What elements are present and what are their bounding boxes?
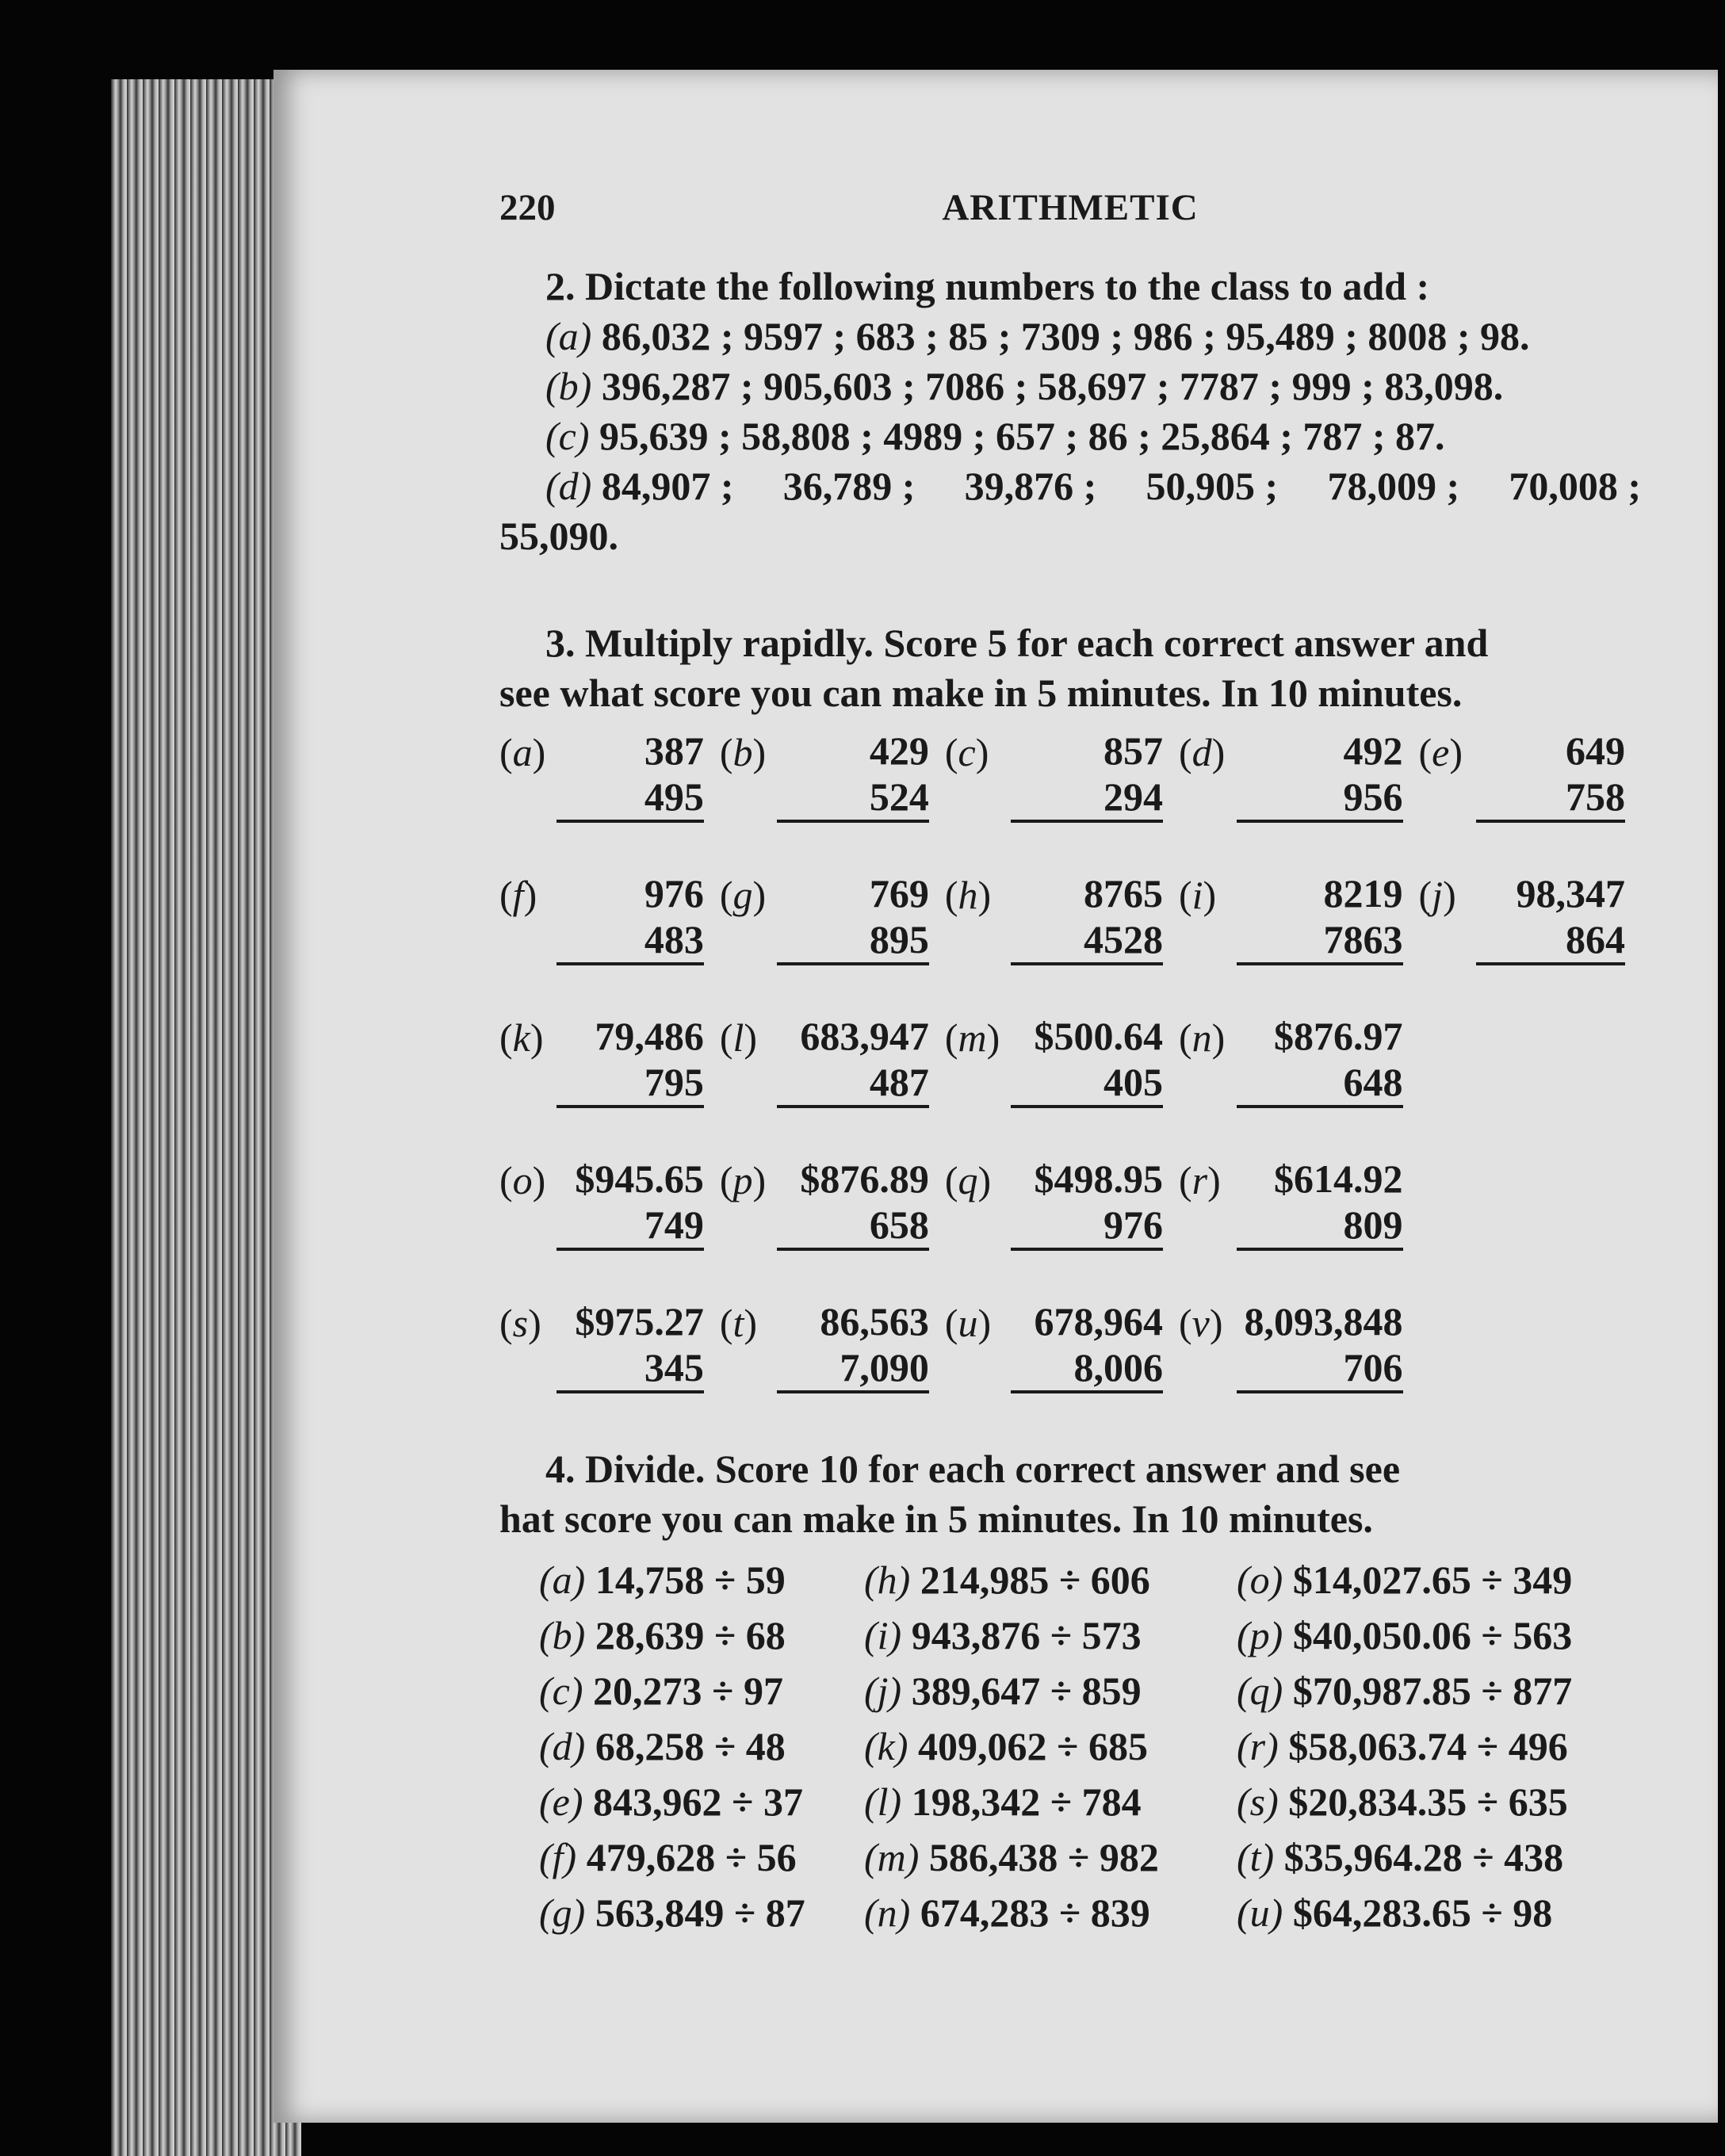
paren: ( (499, 873, 513, 917)
problem-expression: 409,062 ÷ 685 (918, 1724, 1148, 1768)
paren: ) (752, 1158, 767, 1202)
problem-expression: $58,063.74 ÷ 496 (1288, 1724, 1568, 1768)
multiplier (557, 1059, 720, 1108)
label-letter: i (1191, 873, 1203, 917)
multiplier (1237, 1344, 1418, 1393)
label-letter: m (958, 1015, 987, 1060)
multiplier-value: 976 (1011, 1202, 1163, 1251)
label-letter: k (512, 1015, 530, 1060)
multiplicand: $876.89 (800, 1156, 929, 1201)
multiplier (777, 1202, 945, 1251)
label-letter: a (512, 730, 533, 774)
problem-label: (j) (864, 1669, 902, 1713)
row-spacer (499, 965, 1641, 1013)
exercise-prompt: Divide. Score 10 for each correct answer and see (585, 1447, 1401, 1491)
problem-label (1179, 1298, 1237, 1393)
item-label: (b) (545, 364, 592, 408)
label-letter: e (1432, 730, 1450, 774)
problem-expression: 14,758 ÷ 59 (595, 1558, 786, 1602)
paren: ) (744, 1015, 758, 1060)
multiplier-value: 4528 (1011, 916, 1163, 965)
item-d-number: 39,876 ; (964, 464, 1097, 508)
multiplier (1011, 1202, 1179, 1251)
multiplicand: 678,964 (1034, 1299, 1163, 1344)
paren: ( (719, 730, 733, 774)
multiplicand: 387 (644, 728, 704, 773)
item-d-number: 70,008 ; (1509, 464, 1641, 508)
problem-row (499, 1344, 1641, 1393)
multiplicand: 429 (869, 728, 929, 773)
division-problem (864, 1552, 1237, 1607)
multiplier-value: 749 (557, 1202, 704, 1251)
label-letter: d (1191, 730, 1212, 774)
item-d-tail: 55,090. (499, 514, 618, 558)
problem-label: (g) (539, 1890, 586, 1935)
problem-expression: 674,283 ÷ 839 (920, 1890, 1150, 1935)
exercise-2-item-d (499, 461, 1641, 511)
multiplicand: 98,347 (1516, 871, 1625, 916)
multiplication-problems (499, 728, 1641, 1393)
paren: ( (944, 1158, 958, 1202)
multiplicand: 649 (1566, 728, 1625, 773)
multiplicand: 683,947 (800, 1014, 929, 1058)
exercise-3 (499, 618, 1641, 1393)
division-problem (864, 1829, 1237, 1885)
problem-label: (h) (864, 1558, 911, 1602)
label-letter: p (732, 1158, 753, 1202)
problem-label: (b) (539, 1613, 586, 1657)
exercise-4-prompt (499, 1444, 1641, 1494)
multiplier (557, 1202, 720, 1251)
label-letter: n (1191, 1015, 1212, 1060)
multiplier (777, 1059, 945, 1108)
problem-label (499, 1298, 557, 1393)
paren: ( (499, 1301, 513, 1345)
multiplier-value: 7863 (1237, 916, 1402, 965)
problem-expression: 563,849 ÷ 87 (595, 1890, 805, 1935)
problem-label: (a) (539, 1558, 586, 1602)
problem-label: (r) (1237, 1724, 1279, 1768)
exercise-2-prompt (499, 262, 1641, 312)
item-text: 396,287 ; 905,603 ; 7086 ; 58,697 ; 7787 ; 999 ; 83,098. (601, 364, 1504, 408)
problem-label (720, 870, 777, 965)
paren: ) (528, 1301, 541, 1345)
paren: ( (1178, 1301, 1192, 1345)
problem-expression: 843,962 ÷ 37 (593, 1779, 803, 1824)
multiplicand: 79,486 (595, 1014, 704, 1058)
paren: ( (1418, 873, 1432, 917)
problem-label: (n) (864, 1890, 911, 1935)
paren: ) (744, 1301, 758, 1345)
division-problem (1237, 1718, 1617, 1774)
multiplicand: $945.65 (575, 1156, 704, 1201)
exercise-2-item-a (499, 312, 1641, 361)
division-problem (864, 1663, 1237, 1718)
multiplier-value: 7,090 (777, 1344, 929, 1393)
item-d-number: 78,009 ; (1327, 464, 1460, 508)
problem-row (499, 870, 1641, 916)
multiplicand: 857 (1103, 728, 1163, 773)
multiplier-value: 864 (1476, 916, 1625, 965)
division-problem (864, 1885, 1237, 1940)
exercise-2-item-c (499, 411, 1641, 461)
running-title: ARITHMETIC (942, 187, 1199, 228)
problem-label: (l) (864, 1779, 902, 1824)
paren: ( (719, 1015, 733, 1060)
paren: ( (1418, 730, 1432, 774)
multiplicand: 8765 (1083, 871, 1163, 916)
multiplier-value: 487 (777, 1059, 929, 1108)
problem-label (720, 728, 777, 823)
division-problem (864, 1607, 1237, 1663)
label-letter: h (958, 873, 978, 917)
problem-expression: $64,283.65 ÷ 98 (1292, 1890, 1553, 1935)
label-letter: c (958, 730, 976, 774)
label-letter: v (1191, 1301, 1210, 1345)
item-label: (a) (545, 314, 592, 358)
division-problem (539, 1829, 864, 1885)
multiplier (557, 916, 720, 965)
paren: ) (530, 1015, 544, 1060)
exercise-number: 4. (545, 1447, 576, 1491)
paren: ) (1211, 1015, 1226, 1060)
item-text: 95,639 ; 58,808 ; 4989 ; 657 ; 86 ; 25,864 ; 787 ; 87. (599, 414, 1445, 458)
multiplicand: $975.27 (575, 1299, 704, 1344)
problem-expression: 20,273 ÷ 97 (593, 1669, 783, 1713)
exercise-2 (499, 262, 1641, 561)
problem-label: (s) (1237, 1779, 1279, 1824)
multiplicand: $614.92 (1274, 1156, 1403, 1201)
row-spacer (499, 1251, 1641, 1298)
problem-label: (p) (1237, 1613, 1283, 1657)
exercise-4 (499, 1444, 1641, 1940)
multiplier (1237, 1202, 1418, 1251)
multiplier (777, 774, 945, 823)
problem-label (1419, 728, 1476, 823)
problem-label (1179, 1013, 1237, 1108)
paren: ) (1443, 873, 1456, 917)
problem-expression: $40,050.06 ÷ 563 (1292, 1613, 1573, 1657)
paren: ) (1211, 730, 1226, 774)
row-spacer (499, 1108, 1641, 1156)
multiplicand: 86,563 (820, 1299, 929, 1344)
multiplicand: $498.95 (1034, 1156, 1163, 1201)
problem-expression: 28,639 ÷ 68 (595, 1613, 786, 1657)
division-problem (539, 1663, 864, 1718)
problem-label: (o) (1237, 1558, 1283, 1602)
problem-label (945, 1298, 1011, 1393)
problem-expression: 479,628 ÷ 56 (586, 1835, 797, 1879)
paren: ( (1178, 1015, 1192, 1060)
problem-expression: $14,027.65 ÷ 349 (1292, 1558, 1573, 1602)
paren: ( (499, 1015, 513, 1060)
problem-expression: 943,876 ÷ 573 (911, 1613, 1142, 1657)
label-letter: o (512, 1158, 533, 1202)
multiplicand: 976 (644, 871, 704, 916)
problem-row (499, 1298, 1641, 1344)
label-letter: q (958, 1158, 978, 1202)
multiplier (557, 774, 720, 823)
multiplicand: $876.97 (1274, 1014, 1403, 1058)
multiplier-value: 658 (777, 1202, 929, 1251)
problem-expression: 198,342 ÷ 784 (911, 1779, 1142, 1824)
problem-label (1179, 728, 1237, 823)
label-letter: r (1191, 1158, 1208, 1202)
multiplier-value: 706 (1237, 1344, 1402, 1393)
paren: ( (1178, 1158, 1192, 1202)
paren: ( (1178, 873, 1192, 917)
label-letter: b (732, 730, 753, 774)
label-letter: j (1432, 873, 1444, 917)
item-text: 86,032 ; 9597 ; 683 ; 85 ; 7309 ; 986 ; 95,489 ; 8008 ; 98. (601, 314, 1530, 358)
paren: ( (499, 730, 513, 774)
problem-label: (i) (864, 1613, 902, 1657)
problem-label: (t) (1237, 1835, 1275, 1879)
problem-label (945, 728, 1011, 823)
paren: ( (1178, 730, 1192, 774)
division-problem (864, 1718, 1237, 1774)
paren: ) (977, 1158, 992, 1202)
problem-label: (k) (864, 1724, 908, 1768)
problem-label (945, 1013, 1011, 1108)
problem-label: (q) (1237, 1669, 1283, 1713)
exercise-number: 3. (545, 621, 576, 665)
paren: ) (532, 730, 546, 774)
problem-label (945, 870, 1011, 965)
paren: ( (944, 1301, 958, 1345)
multiplier-value: 405 (1011, 1059, 1163, 1108)
problem-expression: 68,258 ÷ 48 (595, 1724, 786, 1768)
multiplier-value: 956 (1237, 774, 1402, 823)
paren: ) (523, 873, 537, 917)
division-problem (539, 1774, 864, 1829)
problem-label (499, 870, 557, 965)
problem-label (1179, 870, 1237, 965)
paren: ) (977, 1301, 992, 1345)
division-problem (539, 1607, 864, 1663)
multiplier-value: 483 (557, 916, 704, 965)
problem-label: (e) (539, 1779, 583, 1824)
item-label: (c) (545, 414, 590, 458)
division-problems (499, 1552, 1641, 1940)
paren: ( (499, 1158, 513, 1202)
problem-label: (d) (539, 1724, 586, 1768)
division-problem (1237, 1607, 1617, 1663)
multiplier-value: 895 (777, 916, 929, 965)
paren: ) (975, 730, 989, 774)
multiplier (557, 1344, 720, 1393)
exercise-3-prompt (499, 618, 1641, 668)
paren: ( (719, 873, 733, 917)
division-problem (1237, 1552, 1617, 1607)
division-problem (864, 1774, 1237, 1829)
item-d-first (545, 461, 733, 511)
paren: ) (752, 873, 767, 917)
multiplier-value: 795 (557, 1059, 704, 1108)
problem-label (499, 728, 557, 823)
multiplicand: 8,093,848 (1244, 1299, 1403, 1344)
paren: ) (1203, 873, 1217, 917)
problem-row (499, 1202, 1641, 1251)
problem-label: (f) (539, 1835, 577, 1879)
problem-row (499, 728, 1641, 774)
multiplier (1237, 916, 1418, 965)
division-problem (539, 1552, 864, 1607)
multiplier-value: 294 (1011, 774, 1163, 823)
problem-expression: $20,834.35 ÷ 635 (1288, 1779, 1568, 1824)
multiplier-value: 495 (557, 774, 704, 823)
multiplier (1476, 774, 1641, 823)
running-head (499, 186, 1641, 250)
multiplier (1011, 774, 1179, 823)
multiplier (777, 916, 945, 965)
problem-expression: $35,964.28 ÷ 438 (1283, 1835, 1564, 1879)
problem-label (1419, 870, 1476, 965)
paren: ( (944, 873, 958, 917)
problem-row (499, 1156, 1641, 1202)
problem-expression: $70,987.85 ÷ 877 (1292, 1669, 1573, 1713)
paren: ) (977, 873, 992, 917)
paren: ) (1207, 1158, 1221, 1202)
label-letter: l (732, 1015, 744, 1060)
paren: ) (1209, 1301, 1223, 1345)
exercise-prompt: Multiply rapidly. Score 5 for each correct answer and (585, 621, 1489, 665)
division-problem (1237, 1663, 1617, 1718)
multiplicand: 769 (869, 871, 929, 916)
multiplier (1237, 774, 1418, 823)
problem-label (945, 1156, 1011, 1251)
problem-label (720, 1156, 777, 1251)
label-letter: g (732, 873, 753, 917)
item-d-number: 84,907 ; (601, 464, 734, 508)
label-letter: f (512, 873, 524, 917)
division-problem (1237, 1829, 1617, 1885)
paren: ) (752, 730, 767, 774)
multiplier-value: 524 (777, 774, 929, 823)
problem-expression: 389,647 ÷ 859 (911, 1669, 1142, 1713)
problem-label (499, 1013, 557, 1108)
multiplier (1011, 1344, 1179, 1393)
problem-label (499, 1156, 557, 1251)
problem-label: (c) (539, 1669, 583, 1713)
item-d-number: 50,905 ; (1146, 464, 1279, 508)
item-d-number: 36,789 ; (782, 464, 916, 508)
label-letter: t (732, 1301, 744, 1345)
multiplier-value: 345 (557, 1344, 704, 1393)
multiplier (1476, 916, 1641, 965)
book-page-edges (111, 79, 301, 2156)
problem-label: (m) (864, 1835, 920, 1879)
page-text (499, 186, 1641, 1940)
paren: ) (1449, 730, 1463, 774)
paren: ( (944, 730, 958, 774)
problem-row (499, 1013, 1641, 1059)
multiplicand: 8219 (1323, 871, 1403, 916)
multiplier (777, 1344, 945, 1393)
paren: ) (986, 1015, 1000, 1060)
division-problem (1237, 1774, 1617, 1829)
exercise-number: 2. (545, 264, 576, 308)
division-problem (1237, 1885, 1617, 1940)
division-problem (539, 1885, 864, 1940)
problem-label (1179, 1156, 1237, 1251)
multiplier-value: 809 (1237, 1202, 1402, 1251)
row-spacer (499, 823, 1641, 870)
problem-label: (u) (1237, 1890, 1283, 1935)
exercise-2-item-b (499, 361, 1641, 411)
multiplier (1237, 1059, 1418, 1108)
multiplicand: 492 (1343, 728, 1403, 773)
item-label: (d) (545, 464, 592, 508)
paren: ( (944, 1015, 958, 1060)
multiplicand: $500.64 (1034, 1014, 1163, 1058)
division-problem (539, 1718, 864, 1774)
multiplier-value: 758 (1476, 774, 1625, 823)
multiplier-value: 648 (1237, 1059, 1402, 1108)
exercise-4-prompt-cont: hat score you can make in 5 minutes. In 10 minutes. (499, 1497, 1373, 1541)
problem-label (720, 1298, 777, 1393)
multiplier (1011, 916, 1179, 965)
paren: ( (719, 1301, 733, 1345)
problem-expression: 586,438 ÷ 982 (928, 1835, 1159, 1879)
paren: ( (719, 1158, 733, 1202)
problem-expression: 214,985 ÷ 606 (920, 1558, 1150, 1602)
multiplier (1011, 1059, 1179, 1108)
problem-label (720, 1013, 777, 1108)
paren: ) (532, 1158, 546, 1202)
label-letter: u (958, 1301, 978, 1345)
label-letter: s (512, 1301, 529, 1345)
multiplier-value: 8,006 (1011, 1344, 1163, 1393)
problem-row (499, 1059, 1641, 1108)
page-number: 220 (499, 187, 556, 228)
exercise-3-prompt-cont: see what score you can make in 5 minutes. In 10 minutes. (499, 671, 1463, 715)
exercise-prompt: Dictate the following numbers to the class to add : (585, 264, 1430, 308)
